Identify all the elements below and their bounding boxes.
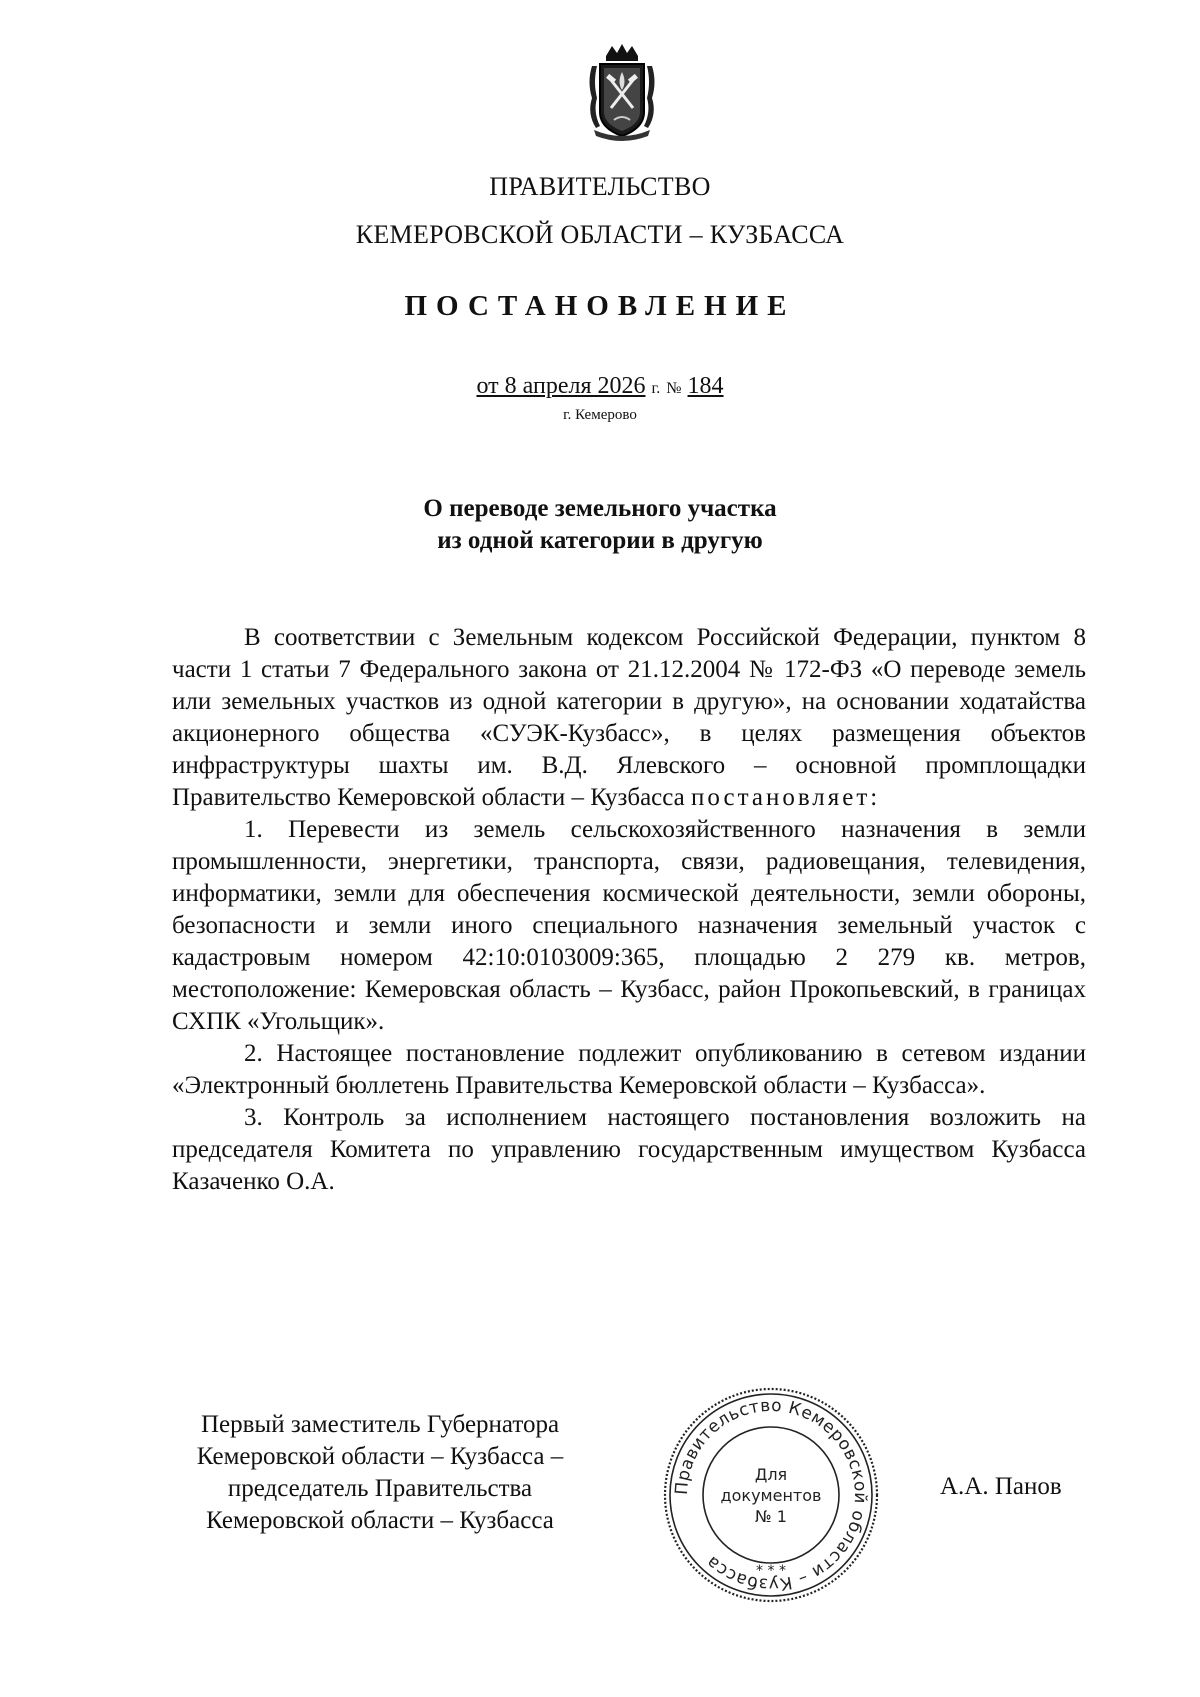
stamp-stars: * * *	[756, 1563, 786, 1579]
signatory-position-line1: Первый заместитель Губернатора	[200, 1411, 560, 1438]
stamp-center-line2: документов	[720, 1486, 822, 1505]
signatory-position	[160, 1409, 600, 1537]
signatory-position-line4: Кемеровской области – Кузбасса	[206, 1507, 554, 1534]
item-1-paragraph: 1. Перевести из земель сельскохозяйственного назначения в земли промышленности, энергетики, транспорта, связи, радиовещания, телевидения, информатики, земли для обеспечения космической деятельности, земли обороны, безопасности и земли иного специального назначения земельный участок с кадастровым номером 42:10:0103009:365, площадью 2 279 кв. метров, местоположение: Кемеровская область – Кузбасс, район Прокопьевский, в границах СХПК «Угольщик».	[172, 816, 1086, 1035]
document-date: от 8 апреля 2026	[476, 373, 646, 399]
stamp-center-line3: № 1	[755, 1507, 787, 1526]
subject-line1: О переводе земельного участка	[423, 495, 777, 522]
government-name-line2: КЕМЕРОВСКОЙ ОБЛАСТИ – КУЗБАССА	[355, 220, 845, 249]
stamp-ring-text: Правительство Кемеровской области – Кузбасса	[671, 1395, 871, 1595]
item-3-paragraph: 3. Контроль за исполнением настоящего постановления возложить на председателя Комитета по управлению государственным имуществом Кузбасса Казаченко О.А.	[172, 1104, 1086, 1195]
document-number: 184	[687, 373, 724, 399]
document-type-title: ПОСТАНОВЛЕНИЕ	[404, 290, 796, 322]
coat-of-arms-icon	[584, 42, 660, 142]
year-suffix: г.	[651, 380, 661, 397]
subject-line2: из одной категории в другую	[437, 527, 763, 554]
official-stamp	[660, 1384, 882, 1606]
signatory-position-line3: председатель Правительства	[227, 1475, 533, 1502]
signatory-position-line2: Кемеровской области – Кузбасса –	[196, 1443, 564, 1470]
resolve-word: постановляет:	[691, 784, 881, 811]
preamble-text: В соответствии с Земельным кодексом Российской Федерации, пунктом 8 части 1 статьи 7 Федерального закона от 21.12.2004 № 172-ФЗ «О переводе земель или земельных участков из одной категории в другую», на основании ходатайства акционерного общества «СУЭК-Кузбасс», в целях размещения объектов инфраструктуры шахты им. В.Д. Ялевского – основной промплощадки Правительство Кемеровской области – Кузбасса	[172, 624, 1086, 811]
preamble-paragraph	[172, 622, 1086, 814]
signatory-name: А.А. Панов	[940, 1473, 1062, 1500]
document-body	[172, 622, 1086, 1198]
number-label: №	[666, 380, 682, 397]
date-number-line	[0, 373, 1200, 400]
stamp-center-line1: Для	[754, 1465, 788, 1484]
government-name-line1: ПРАВИТЕЛЬСТВО	[489, 172, 711, 201]
item-2-paragraph: 2. Настоящее постановление подлежит опубликованию в сетевом издании «Электронный бюллетень Правительства Кемеровской области – Кузбасса».	[172, 1040, 1086, 1099]
document-city: г. Кемерово	[563, 407, 637, 423]
document-subject	[0, 493, 1200, 557]
